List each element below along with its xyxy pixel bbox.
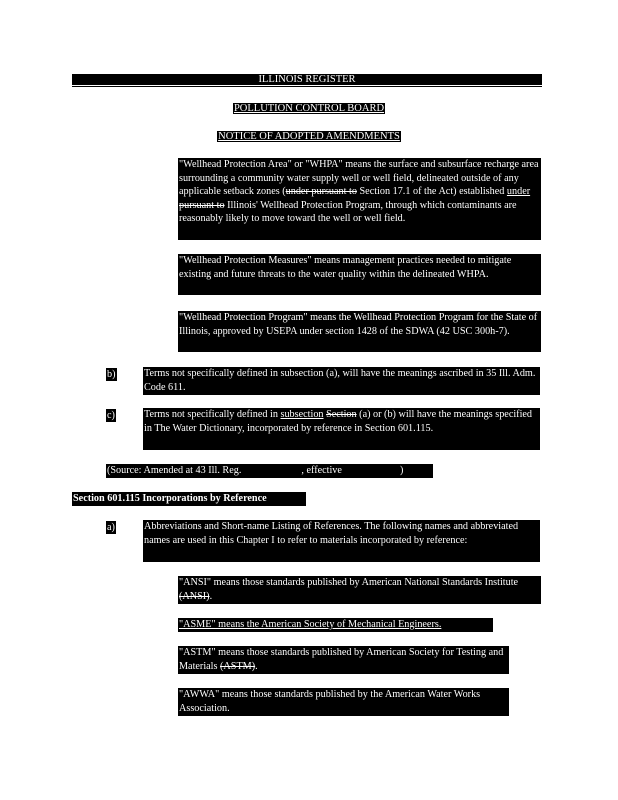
board-title: POLLUTION CONTROL BOARD — [233, 103, 385, 114]
ref-astm: "ASTM" means those standards published by American Society for Testing and Materials (ASTM). — [178, 646, 509, 674]
def-whpm: "Wellhead Protection Measures" means management practices needed to mitigate existing and future threats to the water quality within the delineated WHPA. — [178, 254, 541, 295]
ref-asme: "ASME" means the American Society of Mechanical Engineers. — [178, 618, 493, 632]
strike-text: pursuant to — [179, 199, 225, 211]
def-whpp: "Wellhead Protection Program" means the Wellhead Protection Program for the State of Illinois, approved by USEPA under section 1428 of the SDWA (42 USC 300h-7). — [178, 311, 541, 352]
section-title: Section 601.115 Incorporations by Reference — [72, 492, 306, 506]
section-a-label: a) — [107, 522, 115, 533]
source-note: (Source: Amended at 43 Ill. Reg. , effective ) — [106, 464, 433, 478]
strike-text: under pursuant to — [285, 186, 357, 198]
register-header — [72, 74, 542, 85]
register-title: ILLINOIS REGISTER — [258, 74, 356, 85]
strike-text: (ASTM) — [220, 660, 256, 672]
ref-ansi: "ANSI" means those standards published by American National Standards Institute (ANSI). — [178, 576, 541, 604]
strike-text: (ANSI) — [179, 590, 210, 602]
subsection-b-label: b) — [107, 369, 116, 380]
def-whpa: "Wellhead Protection Area" or "WHPA" means the surface and subsurface recharge area surrounding a community water supply well or well field, delineated outside of any applicable setback zones (under pursuant to Section 17.1 of the Act) established under pursuant to Illinois' Wellhead Protection Program, through which contaminants are reasonably likely to move toward the well or well field. — [178, 158, 541, 240]
ref-awwa: "AWWA" means those standards published by the American Water Works Association. — [178, 688, 509, 716]
inserted-text: subsection — [280, 409, 324, 420]
header-rule — [72, 86, 542, 87]
subsection-c-text: Terms not specifically defined in subsection Section (a) or (b) will have the meanings specified in The Water Dictionary, incorporated by reference in Section 601.115. — [143, 408, 540, 450]
inserted-text: under — [506, 186, 531, 198]
notice-title: NOTICE OF ADOPTED AMENDMENTS — [218, 131, 400, 142]
subsection-b-text: Terms not specifically defined in subsection (a), will have the meanings ascribed in 35 Ill. Adm. Code 611. — [143, 367, 540, 395]
subsection-c-label: c) — [107, 410, 115, 421]
strike-text: Section — [326, 409, 357, 420]
section-a-text: Abbreviations and Short-name Listing of References. The following names and abbreviated names are used in this Chapter I to refer to materials incorporated by reference: — [143, 520, 540, 562]
